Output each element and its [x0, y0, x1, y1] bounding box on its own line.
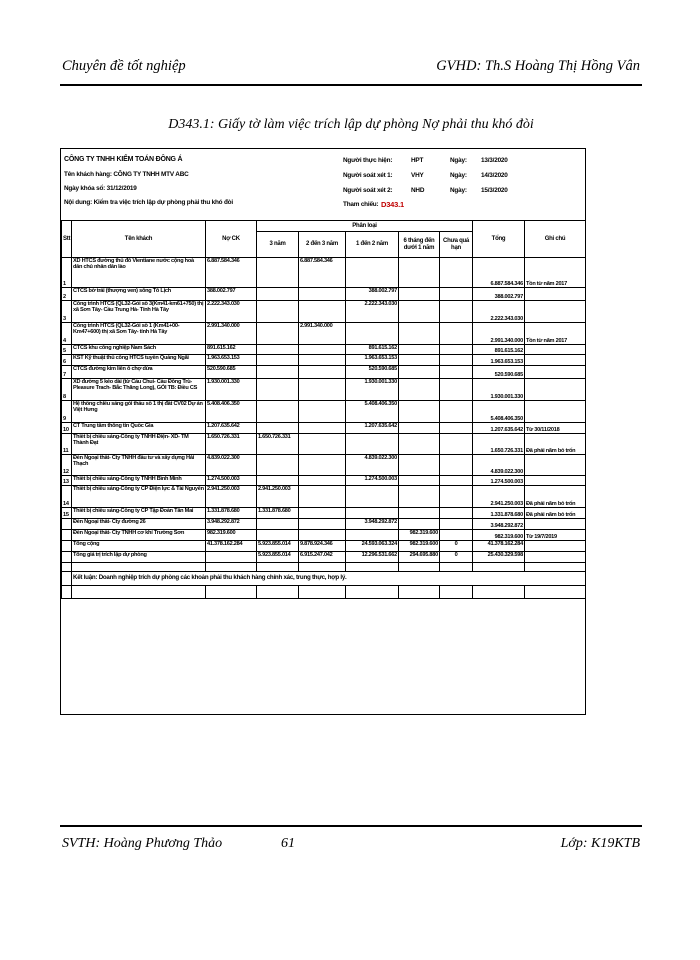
row-aging-2-3y — [299, 379, 346, 401]
table-row — [62, 379, 586, 401]
row-aging-6m-1y — [399, 434, 440, 455]
row-note — [525, 288, 586, 301]
row-aging-current — [440, 355, 473, 366]
total-row-aging-6m-1y: 982.319.600 — [399, 541, 440, 552]
row-aging-3y — [257, 519, 299, 530]
row-customer: Hệ thống chiếu sáng gói thầu số 1 thị đất CV02 Dự án Việt Hưng — [72, 401, 206, 423]
row-aging-6m-1y — [399, 288, 440, 301]
row-total: 2.941.250.003 — [473, 486, 525, 508]
row-aging-6m-1y — [399, 423, 440, 434]
preparer-date-label: Ngày: — [450, 157, 467, 164]
spacer-cell — [206, 563, 257, 572]
empty-row — [62, 586, 586, 599]
row-note — [525, 455, 586, 476]
row-aging-1-2y: 891.615.162 — [346, 345, 399, 355]
header-aging-6m-1y: 6 tháng đến dưới 1 năm — [399, 232, 440, 258]
table-row — [62, 366, 586, 379]
row-aging-3y — [257, 288, 299, 301]
row-aging-2-3y — [299, 519, 346, 530]
table-row — [62, 486, 586, 508]
reviewer1-label: Người soát xét 1: — [343, 172, 393, 179]
spacer-cell — [346, 563, 399, 572]
row-aging-current — [440, 486, 473, 508]
footer-student: SVTH: Hoàng Phương Thảo — [62, 836, 223, 851]
working-paper — [60, 148, 586, 715]
row-note: Đã phải năm bỏ trốn — [525, 434, 586, 455]
row-total: 3.948.292.872 — [473, 519, 525, 530]
row-aging-1-2y: 4.839.022.300 — [346, 455, 399, 476]
header-aging-2-3y: 2 đến 3 năm — [299, 232, 346, 258]
spacer-cell — [299, 563, 346, 572]
row-note: Từ 19/7/2019 — [525, 530, 586, 541]
empty-cell — [206, 586, 257, 599]
table-row — [62, 519, 586, 530]
spacer-cell — [257, 563, 299, 572]
row-stt: 5 — [62, 345, 72, 355]
row-balance: 2.991.340.000 — [206, 323, 257, 345]
header-aging-1-2y: 1 đến 2 năm — [346, 232, 399, 258]
total-row-label: Tổng cộng — [72, 541, 206, 552]
row-total: 4.839.022.300 — [473, 455, 525, 476]
spacer-cell — [473, 563, 525, 572]
row-aging-1-2y — [346, 486, 399, 508]
row-customer: CT Trung tâm thông tin Quốc Gia — [72, 423, 206, 434]
header-right: GVHD: Th.S Hoàng Thị Hồng Vân — [436, 58, 640, 74]
row-note — [525, 379, 586, 401]
content-line: Nội dung: Kiểm tra việc trích lập dự phòng phải thu khó đòi — [64, 199, 233, 206]
row-note — [525, 301, 586, 323]
header-aging-current: Chưa quá hạn — [440, 232, 473, 258]
row-aging-3y: 2.941.250.003 — [257, 486, 299, 508]
row-aging-1-2y: 520.590.685 — [346, 366, 399, 379]
reviewer1-date: 14/3/2020 — [481, 172, 508, 179]
row-aging-current — [440, 401, 473, 423]
row-aging-2-3y: 2.991.340.000 — [299, 323, 346, 345]
row-aging-current — [440, 508, 473, 519]
reviewer2: NHD — [411, 187, 425, 194]
row-aging-6m-1y — [399, 476, 440, 486]
row-aging-2-3y: 6.887.584.346 — [299, 258, 346, 288]
row-aging-1-2y — [346, 508, 399, 519]
row-note — [525, 519, 586, 530]
row-aging-6m-1y — [399, 379, 440, 401]
row-total: 5.408.406.350 — [473, 401, 525, 423]
reviewer1: VHY — [411, 172, 424, 179]
empty-cell — [440, 586, 473, 599]
spacer-cell — [525, 563, 586, 572]
row-total: 982.319.600 — [473, 530, 525, 541]
row-stt: 14 — [62, 486, 72, 508]
row-aging-1-2y: 5.408.406.350 — [346, 401, 399, 423]
row-customer: CTCS bờ trái (thượng ven) sông Tô Lịch — [72, 288, 206, 301]
row-aging-current — [440, 345, 473, 355]
table-row — [62, 423, 586, 434]
row-aging-current — [440, 476, 473, 486]
row-aging-2-3y — [299, 366, 346, 379]
row-balance: 2.222.343.030 — [206, 301, 257, 323]
row-aging-current — [440, 323, 473, 345]
row-balance: 1.650.726.331 — [206, 434, 257, 455]
row-balance: 6.887.584.346 — [206, 258, 257, 288]
row-balance: 1.274.500.003 — [206, 476, 257, 486]
row-aging-6m-1y — [399, 345, 440, 355]
row-aging-1-2y: 2.222.343.030 — [346, 301, 399, 323]
header-balance: Nợ CK — [206, 221, 257, 258]
empty-cell — [399, 586, 440, 599]
row-stt: 15 — [62, 508, 72, 519]
row-aging-6m-1y — [399, 366, 440, 379]
row-balance: 5.408.406.350 — [206, 401, 257, 423]
row-stt: 12 — [62, 455, 72, 476]
row-aging-3y — [257, 345, 299, 355]
row-aging-2-3y — [299, 434, 346, 455]
table-row — [62, 476, 586, 486]
row-aging-6m-1y — [399, 355, 440, 366]
row-aging-3y — [257, 301, 299, 323]
row-customer: Thiết bị chiếu sáng-Công ty CP Tập Đoàn Tân Mai — [72, 508, 206, 519]
row-total: 520.590.685 — [473, 366, 525, 379]
row-stt: 2 — [62, 288, 72, 301]
row-aging-2-3y — [299, 530, 346, 541]
row-total: 1.650.726.331 — [473, 434, 525, 455]
row-total: 891.615.162 — [473, 345, 525, 355]
table-row — [62, 530, 586, 541]
row-note: Đã phải năm bỏ trốn — [525, 508, 586, 519]
preparer: HPT — [411, 157, 424, 164]
total-row-total: 41.378.162.284 — [473, 541, 525, 552]
row-balance: 891.615.162 — [206, 345, 257, 355]
row-aging-2-3y — [299, 476, 346, 486]
preparer-label: Người thực hiện: — [343, 157, 393, 164]
row-customer: Công trình HTCS (QL32-Gói số 1 (Km41+00-Km47+600) thị xã Sơn Tây- tỉnh Hà Tây — [72, 323, 206, 345]
header-stt: Stt — [62, 221, 72, 258]
row-stt: 11 — [62, 434, 72, 455]
provision-row-aging-3y: 5.923.855.014 — [257, 552, 299, 563]
row-aging-6m-1y — [399, 401, 440, 423]
row-aging-2-3y — [299, 401, 346, 423]
row-aging-1-2y: 1.274.500.003 — [346, 476, 399, 486]
row-customer: Công trình HTCS (QL32-Gói số 3(Km41-km61+750) thị xã Sơn Tây- Cầu Trung Hà- Tỉnh Hà Tây — [72, 301, 206, 323]
row-customer: Thiết bị chiếu sáng-Công ty TNHH Điện- XD- TM Thành Đạt — [72, 434, 206, 455]
row-aging-3y: 1.650.726.331 — [257, 434, 299, 455]
reviewer2-date-label: Ngày: — [450, 187, 467, 194]
row-aging-1-2y: 1.963.653.153 — [346, 355, 399, 366]
spacer-row — [62, 563, 586, 572]
row-aging-3y — [257, 423, 299, 434]
row-customer: KST Kỹ thuật thủ công HTCS tuyến Quảng Ngãi — [72, 355, 206, 366]
conclusion-stt — [62, 572, 72, 586]
row-balance: 520.590.685 — [206, 366, 257, 379]
row-aging-2-3y — [299, 508, 346, 519]
row-note: Từ 30/11/2018 — [525, 423, 586, 434]
row-stt: 8 — [62, 379, 72, 401]
table-row — [62, 401, 586, 423]
header-customer: Tên khách — [72, 221, 206, 258]
row-balance: 3.948.292.872 — [206, 519, 257, 530]
row-note — [525, 366, 586, 379]
row-customer: Đèn Ngoại thất- Cty TNHH đầu tư và xây dựng Hải Thạch — [72, 455, 206, 476]
conclusion-text: Kết luận: Doanh nghiệp trích dự phòng các khoản phải thu khách hàng chính xác, trung thực, hợp lý. — [72, 572, 586, 586]
row-note: Tồn từ năm 2017 — [525, 323, 586, 345]
reviewer2-date: 15/3/2020 — [481, 187, 508, 194]
period-end: Ngày khóa sổ: 31/12/2019 — [64, 185, 137, 192]
spacer-cell — [62, 563, 72, 572]
table-row — [62, 345, 586, 355]
table-row — [62, 508, 586, 519]
row-balance: 1.930.001.330 — [206, 379, 257, 401]
row-aging-current — [440, 434, 473, 455]
row-aging-current — [440, 379, 473, 401]
row-stt: 1 — [62, 258, 72, 288]
row-total: 388.002.797 — [473, 288, 525, 301]
row-total: 1.963.653.153 — [473, 355, 525, 366]
row-aging-current — [440, 301, 473, 323]
total-row-stt — [62, 541, 72, 552]
row-aging-current — [440, 288, 473, 301]
client-name: Tên khách hàng: CÔNG TY TNHH MTV ABC — [64, 171, 189, 178]
row-customer: Đèn Ngoại thất- Cty TNHH cơ khí Trường Sơn — [72, 530, 206, 541]
table-body — [62, 258, 586, 599]
row-aging-3y — [257, 455, 299, 476]
total-row-aging-2-3y: 9.878.924.346 — [299, 541, 346, 552]
table-row — [62, 288, 586, 301]
row-aging-3y — [257, 379, 299, 401]
row-stt: 7 — [62, 366, 72, 379]
preparer-date: 13/3/2020 — [481, 157, 508, 164]
row-aging-2-3y — [299, 355, 346, 366]
page-header — [62, 58, 640, 80]
page-title: D343.1: Giấy tờ làm việc trích lập dự phòng Nợ phải thu khó đòi — [168, 117, 534, 132]
conclusion-row — [62, 572, 586, 586]
provision-row-label: Tổng giá trị trích lập dự phòng — [72, 552, 206, 563]
row-balance: 4.839.022.300 — [206, 455, 257, 476]
row-aging-1-2y — [346, 323, 399, 345]
row-aging-3y — [257, 355, 299, 366]
row-aging-6m-1y — [399, 508, 440, 519]
row-stt: 13 — [62, 476, 72, 486]
row-balance: 982.319.600 — [206, 530, 257, 541]
row-note — [525, 476, 586, 486]
header-total: Tổng — [473, 221, 525, 258]
header-rule — [60, 84, 642, 86]
row-aging-current — [440, 519, 473, 530]
row-note — [525, 355, 586, 366]
row-note — [525, 345, 586, 355]
row-customer: XD đường 5 kéo dài (từ Cầu Chui- Cầu Đông Trù- Pleasure Trach- Bắc Thăng Long), GÓI TB: Điều CS — [72, 379, 206, 401]
provision-row — [62, 552, 586, 563]
row-aging-1-2y: 1.930.001.330 — [346, 379, 399, 401]
table-row — [62, 301, 586, 323]
reviewer1-date-label: Ngày: — [450, 172, 467, 179]
row-aging-2-3y — [299, 455, 346, 476]
row-aging-current — [440, 366, 473, 379]
table-row — [62, 455, 586, 476]
row-customer: Thiết bị chiếu sáng-Công ty TNHH Bình Minh — [72, 476, 206, 486]
total-row-aging-1-2y: 24.593.063.324 — [346, 541, 399, 552]
row-aging-current — [440, 258, 473, 288]
row-balance: 388.002.797 — [206, 288, 257, 301]
row-total: 2.991.340.000 — [473, 323, 525, 345]
row-stt — [62, 519, 72, 530]
total-row — [62, 541, 586, 552]
spacer-cell — [440, 563, 473, 572]
header-note: Ghi chú — [525, 221, 586, 258]
row-customer: Thiết bị chiếu sáng-Công ty CP Điện lực & Tài Nguyên — [72, 486, 206, 508]
empty-cell — [346, 586, 399, 599]
spacer-cell — [399, 563, 440, 572]
row-aging-3y — [257, 401, 299, 423]
row-stt: 9 — [62, 401, 72, 423]
row-total: 1.207.635.642 — [473, 423, 525, 434]
provision-row-aging-6m-1y: 294.695.880 — [399, 552, 440, 563]
table-row — [62, 323, 586, 345]
row-stt — [62, 530, 72, 541]
row-aging-2-3y — [299, 486, 346, 508]
row-aging-2-3y — [299, 301, 346, 323]
total-row-note — [525, 541, 586, 552]
provision-row-total: 25.430.329.598 — [473, 552, 525, 563]
provision-row-aging-1-2y: 12.296.531.662 — [346, 552, 399, 563]
row-aging-1-2y — [346, 530, 399, 541]
reviewer2-label: Người soát xét 2: — [343, 187, 393, 194]
table-row — [62, 434, 586, 455]
total-row-aging-3y: 5.923.855.014 — [257, 541, 299, 552]
empty-cell — [257, 586, 299, 599]
empty-cell — [72, 586, 206, 599]
header-aging-3y: 3 năm — [257, 232, 299, 258]
reference-code: D343.1 — [381, 200, 404, 209]
row-aging-1-2y — [346, 434, 399, 455]
footer-class: Lớp: K19KTB — [560, 836, 640, 851]
row-aging-6m-1y — [399, 258, 440, 288]
row-aging-3y — [257, 258, 299, 288]
row-aging-3y — [257, 366, 299, 379]
row-aging-6m-1y — [399, 486, 440, 508]
provision-row-aging-current: 0 — [440, 552, 473, 563]
row-customer: Đèn Ngoại thất- Cty đường 26 — [72, 519, 206, 530]
row-note — [525, 401, 586, 423]
row-aging-6m-1y — [399, 519, 440, 530]
header-left: Chuyên đề tốt nghiệp — [62, 58, 186, 74]
row-aging-2-3y — [299, 423, 346, 434]
row-aging-current — [440, 455, 473, 476]
row-customer: CTCS khu công nghiệp Nam Sách — [72, 345, 206, 355]
row-note: Tồn từ năm 2017 — [525, 258, 586, 288]
row-aging-3y — [257, 476, 299, 486]
row-balance: 1.207.635.642 — [206, 423, 257, 434]
empty-cell — [62, 586, 72, 599]
row-balance: 1.331.878.680 — [206, 508, 257, 519]
row-stt: 6 — [62, 355, 72, 366]
row-aging-1-2y: 1.207.635.642 — [346, 423, 399, 434]
row-aging-current — [440, 530, 473, 541]
header-aging: Phân loại — [257, 221, 473, 232]
row-aging-1-2y: 388.002.797 — [346, 288, 399, 301]
receivables-table — [61, 220, 586, 599]
total-row-aging-current: 0 — [440, 541, 473, 552]
table-row — [62, 355, 586, 366]
row-note: Đã phải năm bỏ trốn — [525, 486, 586, 508]
empty-cell — [299, 586, 346, 599]
footer-page-number: 61 — [281, 836, 295, 851]
row-aging-2-3y — [299, 345, 346, 355]
row-total: 6.887.584.346 — [473, 258, 525, 288]
row-aging-6m-1y — [399, 301, 440, 323]
row-customer: XD HTCS đường thủ đô Vientiane nước cộng hoà dân chủ nhân dân lào — [72, 258, 206, 288]
company-name: CÔNG TY TNHH KIỂM TOÁN ĐÔNG Á — [64, 156, 183, 163]
empty-cell — [473, 586, 525, 599]
row-aging-current — [440, 423, 473, 434]
row-aging-1-2y: 3.948.292.872 — [346, 519, 399, 530]
provision-row-balance — [206, 552, 257, 563]
row-aging-3y — [257, 323, 299, 345]
row-aging-6m-1y — [399, 323, 440, 345]
reference-label: Tham chiếu: — [343, 201, 379, 208]
row-total: 1.930.001.330 — [473, 379, 525, 401]
table-row — [62, 258, 586, 288]
provision-row-note — [525, 552, 586, 563]
row-aging-2-3y — [299, 288, 346, 301]
row-aging-3y: 1.331.878.680 — [257, 508, 299, 519]
row-total: 1.274.500.003 — [473, 476, 525, 486]
row-stt: 3 — [62, 301, 72, 323]
row-aging-1-2y — [346, 258, 399, 288]
provision-row-stt — [62, 552, 72, 563]
row-stt: 10 — [62, 423, 72, 434]
row-total: 2.222.343.030 — [473, 301, 525, 323]
row-total: 1.331.878.680 — [473, 508, 525, 519]
footer-rule — [60, 825, 642, 827]
row-aging-6m-1y: 982.319.600 — [399, 530, 440, 541]
total-row-balance: 41.378.162.284 — [206, 541, 257, 552]
row-aging-3y — [257, 530, 299, 541]
row-customer: CTCS đường kim liên ô chợ dừa — [72, 366, 206, 379]
empty-cell — [525, 586, 586, 599]
spacer-cell — [72, 563, 206, 572]
row-balance: 2.941.250.003 — [206, 486, 257, 508]
provision-row-aging-2-3y: 6.915.247.042 — [299, 552, 346, 563]
row-stt: 4 — [62, 323, 72, 345]
row-balance: 1.963.653.153 — [206, 355, 257, 366]
row-aging-6m-1y — [399, 455, 440, 476]
